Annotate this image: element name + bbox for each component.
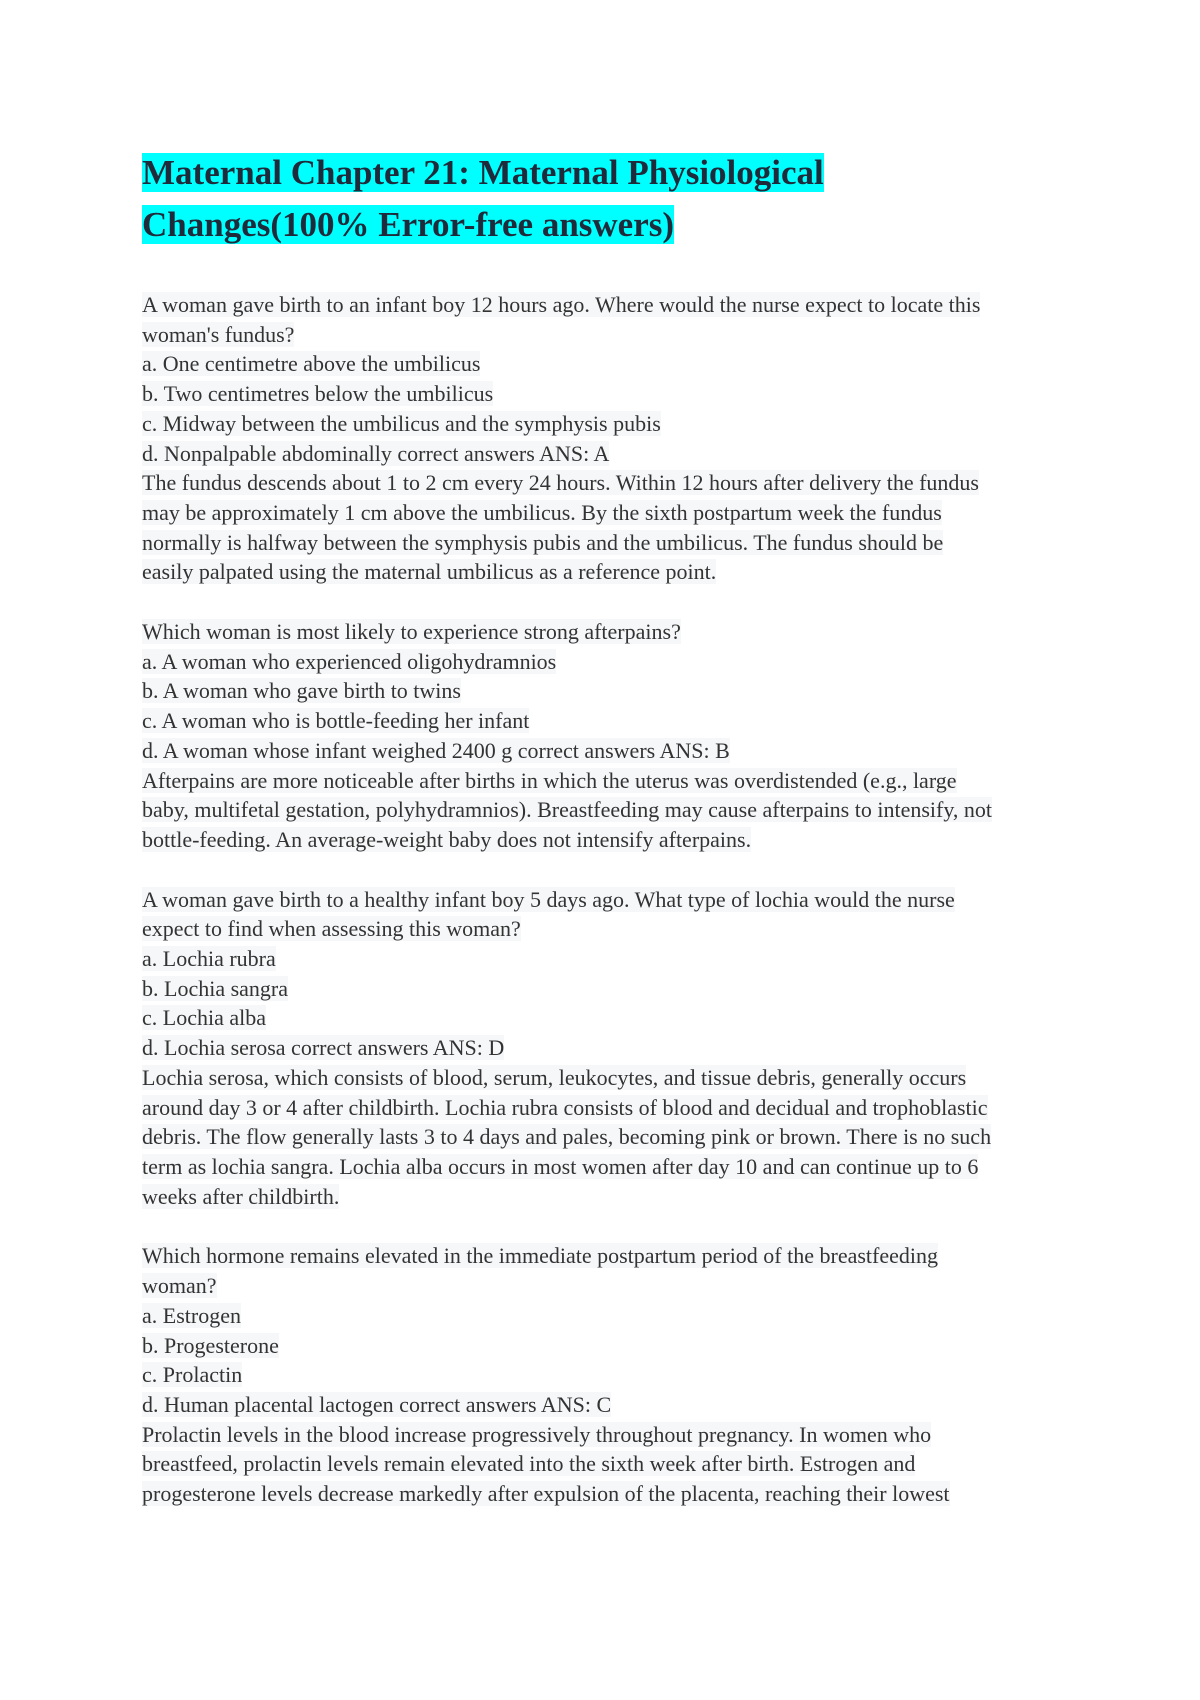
question-text: expect to find when assessing this woman?: [142, 916, 521, 942]
answer-option: b. A woman who gave birth to twins: [142, 678, 461, 704]
question-text: woman?: [142, 1273, 217, 1299]
question-block: [142, 617, 1062, 855]
rationale-text: bottle-feeding. An average-weight baby does not intensify afterpains.: [142, 826, 752, 852]
title-line: Changes(100% Error-free answers): [142, 205, 675, 244]
question-text: Which hormone remains elevated in the immediate postpartum period of the breastfeeding: [142, 1243, 939, 1269]
answer-option: c. Lochia alba: [142, 1005, 266, 1031]
question-text: Which woman is most likely to experience strong afterpains?: [142, 619, 681, 645]
answer-option: b. Two centimetres below the umbilicus: [142, 381, 494, 407]
answer-option-with-key: d. Human placental lactogen correct answers ANS: C: [142, 1391, 612, 1417]
question-text: woman's fundus?: [142, 321, 295, 347]
rationale-text: baby, multifetal gestation, polyhydramnios). Breastfeeding may cause afterpains to intensify, not: [142, 797, 993, 823]
answer-option: a. Estrogen: [142, 1302, 241, 1328]
answer-option-with-key: d. Nonpalpable abdominally correct answers ANS: A: [142, 440, 610, 466]
rationale-text: progesterone levels decrease markedly after expulsion of the placenta, reaching their lowest: [142, 1481, 950, 1507]
rationale-text: debris. The flow generally lasts 3 to 4 days and pales, becoming pink or brown. There is no such: [142, 1124, 992, 1150]
question-block: [142, 885, 1062, 1212]
rationale-text: term as lochia sangra. Lochia alba occurs in most women after day 10 and can continue up to 6: [142, 1153, 979, 1179]
question-text: A woman gave birth to a healthy infant boy 5 days ago. What type of lochia would the nurse: [142, 886, 955, 912]
answer-option: c. A woman who is bottle-feeding her infant: [142, 708, 530, 734]
rationale-text: breastfeed, prolactin levels remain elevated into the sixth week after birth. Estrogen and: [142, 1451, 916, 1477]
title-line: Maternal Chapter 21: Maternal Physiological: [142, 153, 824, 192]
answer-option: b. Progesterone: [142, 1332, 279, 1358]
answer-option: c. Midway between the umbilicus and the symphysis pubis: [142, 410, 661, 436]
question-block: [142, 1241, 1062, 1508]
answer-option: a. One centimetre above the umbilicus: [142, 351, 481, 377]
rationale-text: easily palpated using the maternal umbilicus as a reference point.: [142, 559, 717, 585]
question-text: A woman gave birth to an infant boy 12 hours ago. Where would the nurse expect to locate this: [142, 292, 981, 317]
answer-option-with-key: d. A woman whose infant weighed 2400 g correct answers ANS: B: [142, 737, 730, 763]
rationale-text: may be approximately 1 cm above the umbilicus. By the sixth postpartum week the fundus: [142, 499, 942, 525]
answer-option: a. Lochia rubra: [142, 946, 276, 972]
rationale-text: The fundus descends about 1 to 2 cm every 24 hours. Within 12 hours after delivery the fundus: [142, 470, 979, 496]
answer-option-with-key: d. Lochia serosa correct answers ANS: D: [142, 1035, 505, 1061]
rationale-text: normally is halfway between the symphysis pubis and the umbilicus. The fundus should be: [142, 529, 944, 555]
answer-option: a. A woman who experienced oligohydramnios: [142, 648, 557, 674]
rationale-text: weeks after childbirth.: [142, 1183, 340, 1209]
rationale-text: Prolactin levels in the blood increase progressively throughout pregnancy. In women who: [142, 1421, 932, 1447]
question-block: [142, 290, 1062, 587]
rationale-text: Afterpains are more noticeable after births in which the uterus was overdistended (e.g., large: [142, 767, 957, 793]
document-page: [142, 150, 1062, 1539]
answer-option: b. Lochia sangra: [142, 975, 288, 1001]
answer-option: c. Prolactin: [142, 1362, 243, 1388]
rationale-text: around day 3 or 4 after childbirth. Lochia rubra consists of blood and decidual and trophoblastic: [142, 1094, 988, 1120]
rationale-text: Lochia serosa, which consists of blood, serum, leukocytes, and tissue debris, generally occurs: [142, 1064, 967, 1090]
page-title: [142, 150, 1062, 254]
